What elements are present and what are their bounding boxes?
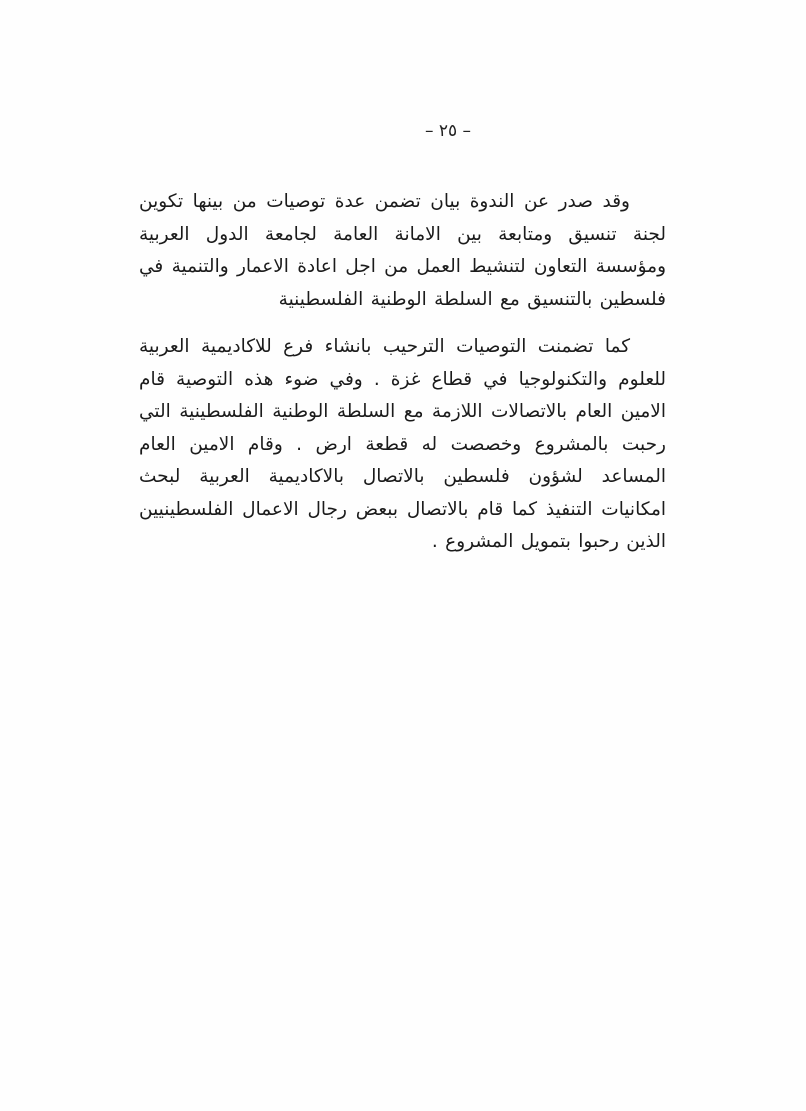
page-number: – ٢٥ – <box>424 121 472 141</box>
paragraph-academy-branch-gaza: كما تضمنت التوصيات الترحيب بانشاء فرع للاكاديمية العربية للعلوم والتكنولوجيا في قطاع غزة . وفي ضوء هذه التوصية قام الامين العام بالاتصالات اللازمة مع السلطة الوطنية الفلسطينية التي رحبت بالمشروع وخصصت له قطعة ارض . وقام الامين العام المساعد لشؤون فلسطين بالاتصال بالاكاديمية العربية لبحث امكانيات التنفيذ كما قام بالاتصال ببعض رجال الاعمال الفلسطينيين الذين رحبوا بتمويل المشروع . <box>139 336 666 552</box>
page-content <box>139 186 666 574</box>
paragraph-recommendations-committee: وقد صدر عن الندوة بيان تضمن عدة توصيات من بينها تكوين لجنة تنسيق ومتابعة بين الامانة العامة لجامعة الدول العربية ومؤسسة التعاون لتنشيط العمل من اجل اعادة الاعمار والتنمية في فلسطين بالتنسيق مع السلطة الوطنية الفلسطينية <box>139 191 666 310</box>
